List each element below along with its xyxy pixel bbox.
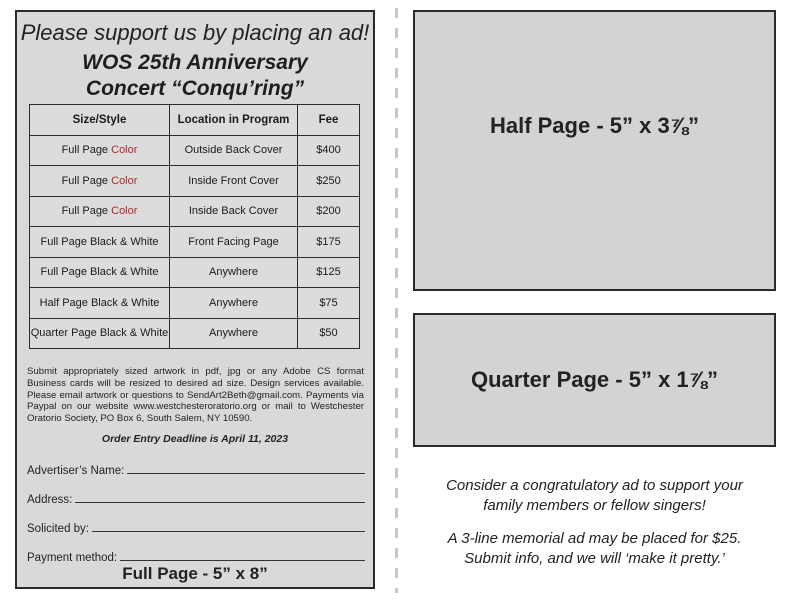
location-cell: Anywhere [170, 257, 298, 288]
payment-method-line[interactable] [120, 560, 365, 561]
submission-instructions: Submit appropriately sized artwork in pdf, jpg or any Adobe CS format Business cards will be resized to desired ad size. Design services available. Please email artwork or questions to SendArt2Beth@gmail.com. Payments via Paypal on our website www.westchesteroratorio.org or mail to Westchester Oratorio Society, PO Box 6, South Salem, NY 10590. [27, 366, 364, 425]
promo-line-3: A 3-line memorial ad may be placed for $25. [447, 530, 742, 547]
full-page-ad-panel [15, 10, 375, 589]
location-cell: Inside Back Cover [170, 196, 298, 227]
title-line-1: WOS 25th Anniversary [82, 51, 308, 74]
table-row [30, 135, 360, 166]
advertiser-name-label: Advertiser’s Name: [27, 465, 125, 477]
size-cell: Full Page Color [30, 166, 170, 197]
fee-cell: $175 [298, 227, 360, 258]
promo-line-2: family members or fellow singers! [483, 497, 706, 514]
table-row [30, 288, 360, 319]
fee-cell: $200 [298, 196, 360, 227]
size-cell: Full Page Black & White [30, 227, 170, 258]
intro-heading: Please support us by placing an ad! [20, 20, 370, 45]
header-fee: Fee [298, 105, 360, 136]
advertiser-name-field[interactable] [27, 459, 365, 477]
color-label: Color [111, 205, 138, 218]
address-field[interactable] [27, 488, 365, 506]
promo-line-4: Submit info, and we will ‘make it pretty.’ [464, 550, 725, 567]
half-page-size-label: Half Page - 5” x 3⅞” [489, 112, 700, 138]
table-row [30, 257, 360, 288]
solicited-by-field[interactable] [27, 517, 365, 535]
advertiser-name-line[interactable] [127, 473, 365, 474]
quarter-page-ad-panel [413, 313, 776, 447]
color-label: Color [111, 174, 138, 187]
location-cell: Outside Back Cover [170, 135, 298, 166]
header-size-style: Size/Style [30, 105, 170, 136]
cut-line-divider [395, 8, 398, 593]
size-cell: Half Page Black & White [30, 288, 170, 319]
congratulatory-ad-note [413, 476, 776, 516]
payment-method-label: Payment method: [27, 552, 118, 564]
location-cell: Inside Front Cover [170, 166, 298, 197]
location-cell: Anywhere [170, 318, 298, 349]
order-deadline: Order Entry Deadline is April 11, 2023 [101, 433, 289, 445]
promo-line-1: Consider a congratulatory ad to support your [446, 477, 743, 494]
header-location: Location in Program [170, 105, 298, 136]
fee-cell: $400 [298, 135, 360, 166]
memorial-ad-note [413, 529, 776, 569]
size-cell: Full Page Black & White [30, 257, 170, 288]
table-row [30, 227, 360, 258]
half-page-ad-panel [413, 10, 776, 291]
fee-cell: $125 [298, 257, 360, 288]
location-cell: Front Facing Page [170, 227, 298, 258]
size-cell: Full Page Color [30, 196, 170, 227]
table-row [30, 166, 360, 197]
solicited-by-line[interactable] [92, 531, 365, 532]
solicited-by-label: Solicited by: [27, 523, 90, 535]
location-cell: Anywhere [170, 288, 298, 319]
fee-cell: $50 [298, 318, 360, 349]
quarter-page-size-label: Quarter Page - 5” x 1⅞” [471, 367, 718, 392]
address-line[interactable] [75, 502, 365, 503]
address-label: Address: [27, 494, 73, 506]
table-row [30, 196, 360, 227]
size-cell: Quarter Page Black & White [30, 318, 170, 349]
fee-cell: $75 [298, 288, 360, 319]
ad-rates-table [29, 104, 360, 349]
title-line-2: Concert “Conqu’ring” [85, 77, 305, 100]
payment-method-field[interactable] [27, 546, 365, 564]
table-header-row [30, 105, 360, 136]
fee-cell: $250 [298, 166, 360, 197]
color-label: Color [111, 144, 138, 157]
concert-title [17, 50, 373, 102]
full-page-size-label: Full Page - 5” x 8” [122, 564, 268, 583]
table-row [30, 318, 360, 349]
size-cell: Full Page Color [30, 135, 170, 166]
